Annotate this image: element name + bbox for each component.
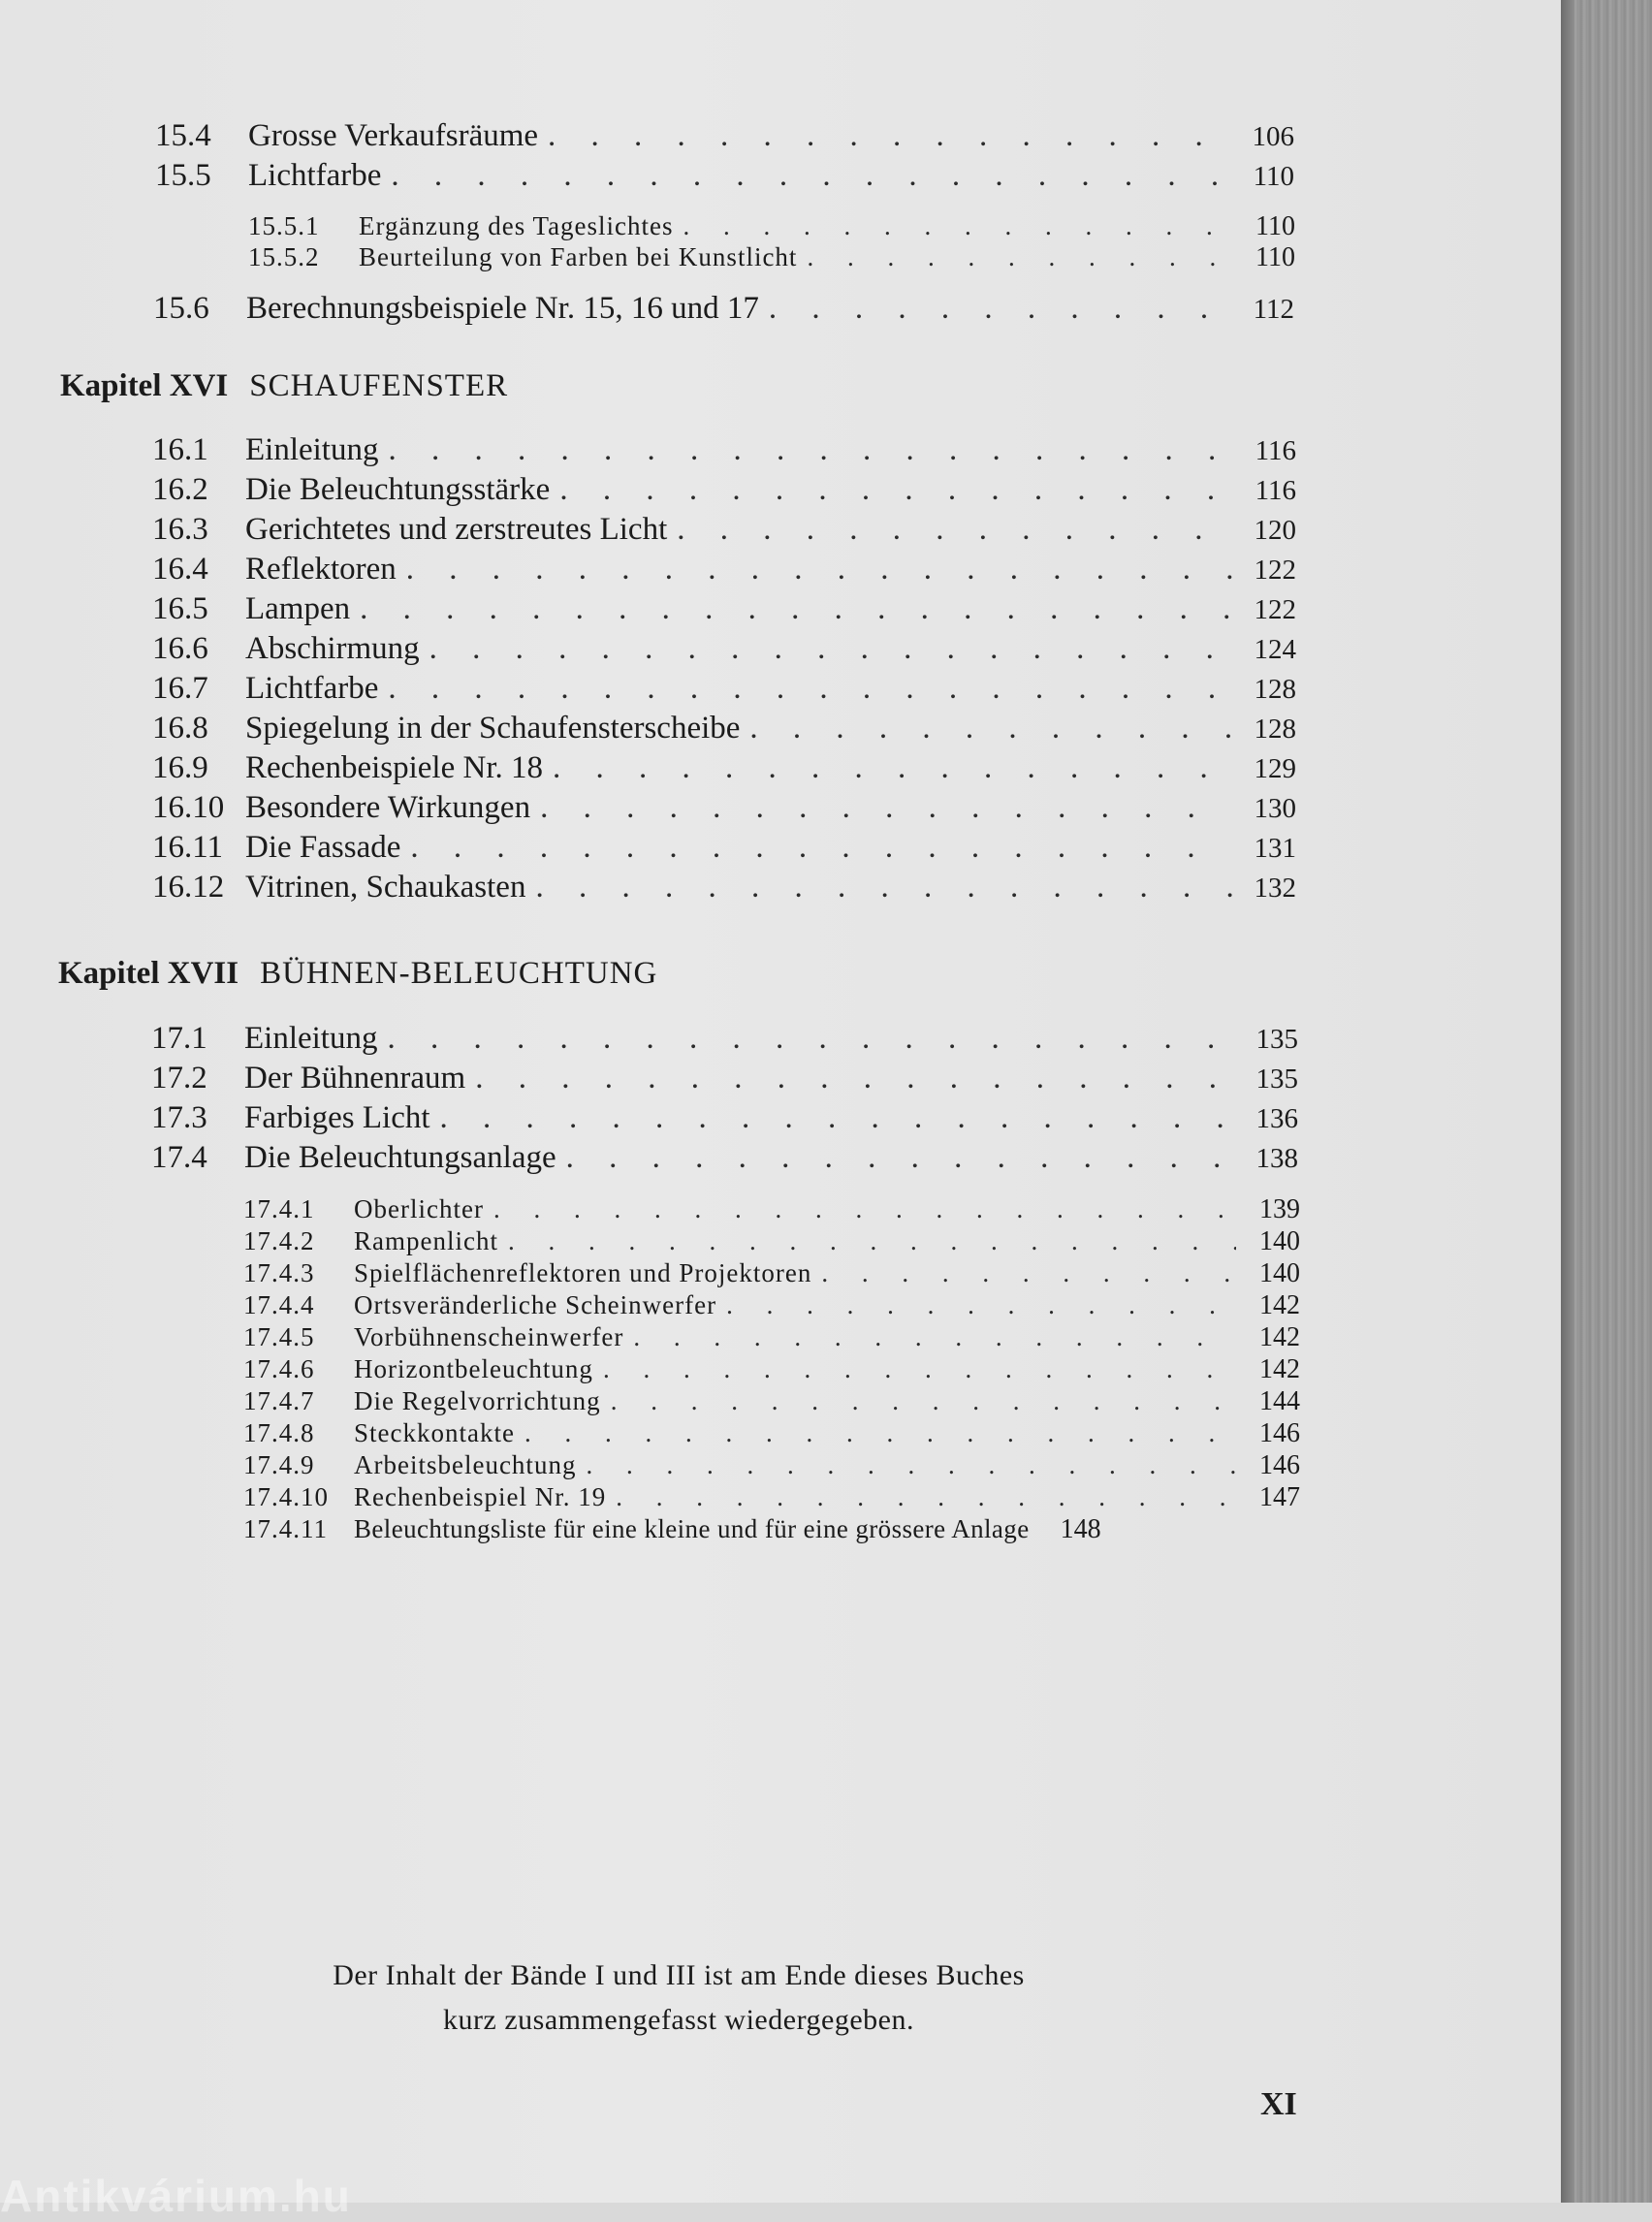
dot-leader: [677, 512, 1232, 548]
chapter-title: BÜHNEN-BELEUCHTUNG: [260, 956, 658, 991]
entry-page: 129: [1254, 753, 1296, 784]
entry-title: Lichtfarbe: [245, 671, 379, 706]
entry-number: 16.10: [152, 790, 225, 825]
toc-subentry: [243, 1226, 1300, 1257]
entry-page: 128: [1254, 714, 1296, 745]
toc-entry: [152, 631, 1296, 667]
dot-leader: [807, 242, 1231, 272]
toc-entry: [151, 1021, 1298, 1057]
entry-number: 17.4.5: [243, 1322, 315, 1351]
entry-title: Beleuchtungsliste für eine kleine und für eine grössere Anlage: [354, 1514, 1030, 1543]
entry-title: Ortsveränderliche Scheinwerfer: [354, 1290, 717, 1319]
entry-page: 144: [1259, 1386, 1300, 1416]
entry-number: 16.12: [152, 870, 225, 905]
dot-leader: [566, 1140, 1234, 1176]
entry-page: 136: [1255, 1103, 1298, 1134]
toc-entry: [155, 158, 1294, 194]
dot-leader: [683, 211, 1231, 241]
toc-entry: [152, 830, 1296, 866]
dot-leader: [749, 711, 1232, 746]
entry-number: 17.4.2: [243, 1226, 315, 1255]
entry-page: 110: [1253, 161, 1294, 192]
entry-title: Die Regelvorrichtung: [354, 1386, 601, 1415]
entry-page: 124: [1254, 634, 1296, 665]
dot-leader: [524, 1418, 1236, 1448]
toc-subentry: [243, 1290, 1300, 1321]
entry-page: 131: [1254, 833, 1296, 864]
entry-page: 142: [1259, 1322, 1300, 1352]
entry-number: 16.2: [152, 472, 208, 507]
entry-title: Besondere Wirkungen: [245, 790, 531, 825]
entry-title: Gerichtetes und zerstreutes Licht: [245, 512, 668, 547]
toc-entry: [151, 1061, 1298, 1096]
toc-entry: [152, 591, 1296, 627]
chapter-title: SCHAUFENSTER: [249, 368, 509, 403]
entry-page: 122: [1254, 594, 1296, 625]
toc-entry: [152, 750, 1296, 786]
entry-title: Die Beleuchtungsanlage: [244, 1140, 556, 1175]
footnote-line-1: Der Inhalt der Bände I und III ist am Ende dieses Buches: [333, 1959, 1025, 1991]
chapter-heading: [58, 956, 657, 992]
entry-title: Die Fassade: [245, 830, 401, 865]
entry-page: 146: [1259, 1418, 1300, 1448]
footnote-line-2: kurz zusammengefasst wiedergegeben.: [443, 2004, 914, 2036]
entry-number: 17.4: [151, 1140, 207, 1175]
dot-leader: [540, 790, 1232, 826]
entry-page: 140: [1259, 1258, 1300, 1288]
entry-number: 16.9: [152, 750, 208, 785]
entry-number: 16.1: [152, 432, 208, 467]
chapter-label: Kapitel XVI: [60, 368, 229, 403]
entry-title: Reflektoren: [245, 552, 397, 587]
chapter-heading: [60, 368, 508, 404]
entry-title: Oberlichter: [354, 1194, 484, 1223]
dot-leader: [769, 291, 1230, 327]
entry-page: 148: [1060, 1514, 1101, 1544]
toc-entry: [152, 671, 1296, 707]
dot-leader: [586, 1450, 1236, 1480]
entry-page: 142: [1259, 1290, 1300, 1320]
entry-number: 17.3: [151, 1100, 207, 1135]
entry-title: Lampen: [245, 591, 351, 626]
dot-leader: [603, 1354, 1236, 1384]
entry-page: 135: [1255, 1063, 1298, 1095]
toc-entry: [152, 472, 1296, 508]
dot-leader: [616, 1482, 1236, 1512]
entry-title: Grosse Verkaufsräume: [248, 118, 539, 153]
entry-title: Vitrinen, Schaukasten: [245, 870, 526, 905]
entry-number: 15.4: [155, 118, 211, 153]
toc-subentry: [243, 1418, 1300, 1449]
toc-subentry: [243, 1258, 1300, 1289]
entry-number: 16.11: [152, 830, 224, 865]
dot-leader: [475, 1061, 1234, 1096]
entry-title: Horizontbeleuchtung: [354, 1354, 593, 1383]
entry-number: 17.4.10: [243, 1482, 329, 1511]
entry-number: 16.7: [152, 671, 208, 706]
entry-number: 17.4.7: [243, 1386, 315, 1415]
entry-number: 17.2: [151, 1061, 207, 1095]
entry-title: Vorbühnenscheinwerfer: [354, 1322, 624, 1351]
toc-entry: [155, 118, 1294, 154]
entry-title: Farbiges Licht: [244, 1100, 430, 1135]
entry-number: 17.4.11: [243, 1514, 328, 1543]
dot-leader: [440, 1100, 1234, 1136]
dot-leader: [553, 750, 1232, 786]
dot-leader: [508, 1226, 1236, 1256]
toc-entry: [151, 1100, 1298, 1136]
entry-title: Einleitung: [244, 1021, 378, 1056]
entry-page: 110: [1255, 242, 1295, 272]
toc-entry: [151, 1140, 1298, 1176]
dot-leader: [633, 1322, 1236, 1352]
entry-number: 15.5.2: [248, 242, 320, 271]
entry-number: 17.4.9: [243, 1450, 315, 1479]
toc-entry: [152, 790, 1296, 826]
entry-title: Rechenbeispiele Nr. 18: [245, 750, 543, 785]
entry-title: Spiegelung in der Schaufensterscheibe: [245, 711, 741, 746]
toc-subentry: [248, 211, 1295, 242]
toc-subentry: [243, 1514, 1300, 1545]
toc-subentry: [243, 1450, 1300, 1481]
entry-title: Beurteilung von Farben bei Kunstlicht: [359, 242, 798, 271]
entry-page: 106: [1252, 121, 1294, 152]
dot-leader: [406, 552, 1232, 587]
entry-page: 139: [1259, 1194, 1300, 1224]
entry-title: Lichtfarbe: [248, 158, 382, 193]
entry-page: 146: [1259, 1450, 1300, 1480]
toc-subentry: [243, 1354, 1300, 1385]
entry-title: Der Bühnenraum: [244, 1061, 466, 1095]
entry-title: Einleitung: [245, 432, 379, 467]
page-edge-stack: [1561, 0, 1652, 2203]
entry-number: 17.4.6: [243, 1354, 315, 1383]
entry-number: 17.1: [151, 1021, 207, 1056]
dot-leader: [429, 631, 1232, 667]
entry-page: 147: [1259, 1482, 1300, 1512]
entry-page: 116: [1255, 435, 1296, 466]
entry-number: 16.3: [152, 512, 208, 547]
entry-page: 116: [1255, 475, 1296, 506]
toc-subentry: [243, 1194, 1300, 1225]
entry-title: Arbeitsbeleuchtung: [354, 1450, 577, 1479]
entry-page: 120: [1254, 515, 1296, 546]
entry-number: 16.5: [152, 591, 208, 626]
dot-leader: [410, 830, 1232, 866]
entry-number: 17.4.1: [243, 1194, 315, 1223]
toc-subentry: [243, 1322, 1300, 1353]
entry-title: Ergänzung des Tageslichtes: [359, 211, 674, 240]
entry-number: 17.4.8: [243, 1418, 315, 1447]
entry-page: 140: [1259, 1226, 1300, 1256]
toc-subentry: [243, 1482, 1300, 1513]
footnote-text: [194, 1953, 1163, 2043]
entry-page: 110: [1255, 211, 1295, 241]
entry-number: 15.5.1: [248, 211, 320, 240]
entry-number: 17.4.3: [243, 1258, 315, 1287]
toc-entry: [152, 432, 1296, 468]
toc-entry: [152, 870, 1296, 905]
entry-title: Abschirmung: [245, 631, 420, 666]
entry-page: 130: [1254, 793, 1296, 824]
dot-leader: [391, 158, 1230, 194]
watermark-text: Antikvárium.hu: [0, 2171, 352, 2221]
page-folio: XI: [1260, 2086, 1297, 2122]
entry-title: Rechenbeispiel Nr. 19: [354, 1482, 607, 1511]
toc-entry: [153, 291, 1294, 327]
entry-number: 16.6: [152, 631, 208, 666]
dot-leader: [821, 1258, 1236, 1288]
entry-page: 135: [1255, 1024, 1298, 1055]
chapter-label: Kapitel XVII: [58, 956, 239, 991]
dot-leader: [559, 472, 1232, 508]
entry-number: 17.4.4: [243, 1290, 315, 1319]
entry-title: Berechnungsbeispiele Nr. 15, 16 und 17: [246, 291, 759, 326]
dot-leader: [360, 591, 1232, 627]
dot-leader: [535, 870, 1232, 905]
dot-leader: [726, 1290, 1236, 1320]
dot-leader: [387, 1021, 1234, 1057]
entry-title: Spielflächenreflektoren und Projektoren: [354, 1258, 812, 1287]
toc-entry: [152, 512, 1296, 548]
entry-title: Die Beleuchtungsstärke: [245, 472, 551, 507]
dot-leader: [388, 671, 1232, 707]
dot-leader: [548, 118, 1230, 154]
entry-number: 15.5: [155, 158, 211, 193]
entry-page: 142: [1259, 1354, 1300, 1384]
dot-leader: [611, 1386, 1236, 1416]
entry-page: 138: [1255, 1143, 1298, 1174]
dot-leader: [388, 432, 1232, 468]
entry-page: 112: [1253, 294, 1294, 325]
entry-number: 15.6: [153, 291, 209, 326]
toc-subentry: [248, 242, 1295, 273]
toc-subentry: [243, 1386, 1300, 1417]
entry-number: 16.4: [152, 552, 208, 587]
entry-title: Steckkontakte: [354, 1418, 515, 1447]
entry-page: 132: [1254, 873, 1296, 904]
dot-leader: [493, 1194, 1236, 1224]
entry-number: 16.8: [152, 711, 208, 746]
entry-title: Rampenlicht: [354, 1226, 498, 1255]
entry-page: 122: [1254, 555, 1296, 586]
entry-page: 128: [1254, 674, 1296, 705]
page-edge-shadow: [1561, 0, 1574, 2203]
toc-entry: [152, 552, 1296, 587]
toc-entry: [152, 711, 1296, 746]
